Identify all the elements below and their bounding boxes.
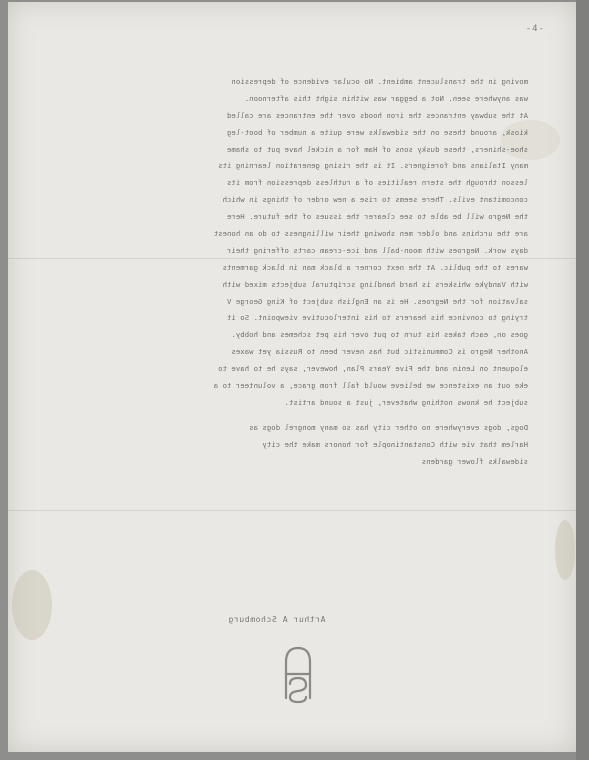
text-line: shoe-shiners, these dusky sons of Ham for a nickel have put to shame: [226, 144, 528, 154]
text-line: was anywhere seen. Not a beggar was within sight this afternoon.: [244, 93, 528, 103]
text-line: subject he knows nothing whatever, just a sound artist.: [284, 397, 528, 407]
text-line: days work. Negroes with moon-ball and ice-cream carts offering their: [226, 245, 528, 255]
text-line: goes on, each takes his turn to put over his pet schemes and hobby.: [231, 330, 528, 340]
text-line: kiosk, around these on the sidewalks were quite a number of boot-leg: [226, 127, 528, 137]
text-line: At the subway entrances the iron hoods over the entrances are called: [226, 110, 528, 120]
text-line: trying to convince his hearers to his interlocutive viewpoint. So it: [226, 313, 528, 323]
text-line: the Negro will be able to see clearer the issues of the future. Here: [226, 212, 528, 222]
paper-stain: [555, 520, 575, 580]
page-number: -4-: [525, 24, 545, 34]
page-edge: [576, 0, 589, 760]
text-line: with Vandyke whiskers is hard handling scriptural subjects mixed with: [222, 279, 528, 289]
text-line: lesson through the stern realities of a ruthless depression from its: [226, 178, 528, 188]
text-line: wares to the public. At the next corner a black man in black garments: [222, 262, 528, 272]
monogram-text: AS: [297, 670, 299, 671]
text-line: concomitant evils. There seems to rise a new order of things in which: [222, 195, 528, 205]
fold-line: [8, 510, 576, 511]
paper-stain: [12, 570, 52, 640]
text-line: eloquent on Lenin and the Five Years Plan, however, says he to have to: [218, 364, 528, 374]
text-line: many Italians and foreigners. It is the rising generation learning its: [218, 161, 528, 171]
text-line: Harlem that vie with Constantinople for honors make the city: [262, 439, 528, 449]
text-line: eke out an existence we believe would fall from grace, a volunteer to a: [213, 381, 528, 391]
text-line: Dogs, dogs everywhere no other city has so many mongrel dogs as: [249, 422, 528, 432]
text-line: are the urchins and older men showing their willingness to do an honest: [213, 229, 528, 239]
typewritten-body: [58, 74, 528, 470]
monogram-stamp: [276, 640, 320, 704]
signature: Arthur A Schomburg: [228, 615, 326, 624]
text-line: Another Negro is Communistic but has never been to Russia yet waxes: [231, 347, 528, 357]
text-line: sidewalks flower gardens: [421, 456, 528, 466]
text-line: moving in the translucent ambient. No ocular evidence of depression: [231, 77, 528, 86]
text-line: salvation for the Negroes. He is an English subject of King George V: [226, 296, 528, 306]
